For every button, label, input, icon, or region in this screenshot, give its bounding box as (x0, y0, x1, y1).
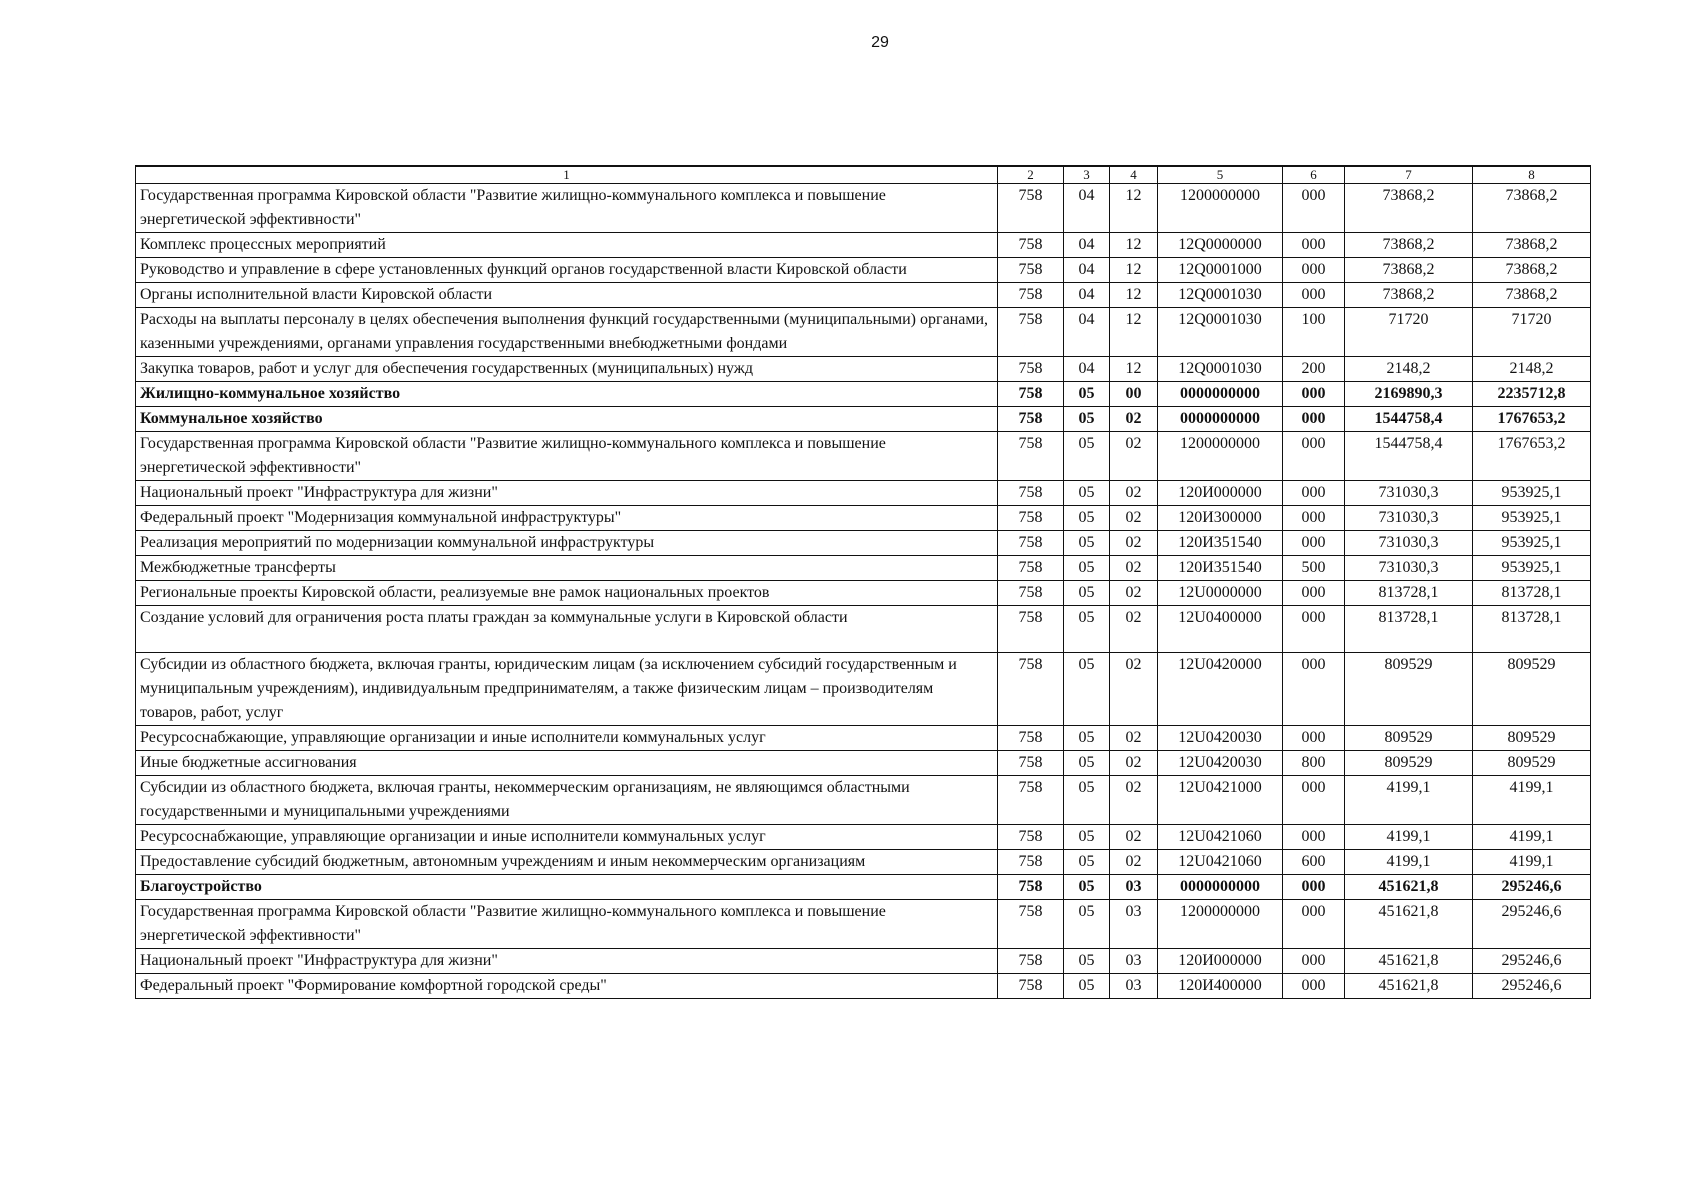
row-name: Национальный проект "Инфраструктура для жизни" (136, 949, 998, 974)
cell-amount-year2: 2148,2 (1473, 357, 1591, 382)
cell-amount-year2: 295246,6 (1473, 900, 1591, 949)
table-row (136, 900, 1591, 949)
table-row (136, 531, 1591, 556)
row-name: Национальный проект "Инфраструктура для жизни" (136, 481, 998, 506)
table-row (136, 581, 1591, 606)
cell-amount-year1: 813728,1 (1345, 581, 1473, 606)
cell-expense-type: 000 (1283, 481, 1345, 506)
cell-expense-type: 000 (1283, 825, 1345, 850)
cell-code: 758 (998, 283, 1064, 308)
cell-code: 758 (998, 751, 1064, 776)
cell-amount-year1: 731030,3 (1345, 481, 1473, 506)
cell-section: 05 (1064, 825, 1110, 850)
cell-section: 05 (1064, 531, 1110, 556)
cell-target-article: 12Q0001030 (1158, 357, 1283, 382)
cell-amount-year1: 2148,2 (1345, 357, 1473, 382)
table-row (136, 850, 1591, 875)
cell-subsection: 00 (1110, 382, 1158, 407)
cell-code: 758 (998, 432, 1064, 481)
cell-amount-year1: 4199,1 (1345, 850, 1473, 875)
cell-target-article: 12U0400000 (1158, 606, 1283, 653)
cell-expense-type: 000 (1283, 531, 1345, 556)
cell-target-article: 12U0421060 (1158, 850, 1283, 875)
cell-amount-year2: 73868,2 (1473, 233, 1591, 258)
cell-target-article: 1200000000 (1158, 432, 1283, 481)
cell-code: 758 (998, 850, 1064, 875)
row-name: Создание условий для ограничения роста платы граждан за коммунальные услуги в Кировской области (136, 606, 998, 653)
table-row (136, 606, 1591, 653)
cell-expense-type: 000 (1283, 382, 1345, 407)
cell-target-article: 12Q0001000 (1158, 258, 1283, 283)
row-name: Жилищно-коммунальное хозяйство (136, 382, 998, 407)
cell-amount-year2: 73868,2 (1473, 258, 1591, 283)
table-row (136, 432, 1591, 481)
table-row (136, 653, 1591, 726)
row-name: Комплекс процессных мероприятий (136, 233, 998, 258)
cell-amount-year2: 295246,6 (1473, 949, 1591, 974)
cell-code: 758 (998, 258, 1064, 283)
cell-expense-type: 000 (1283, 233, 1345, 258)
table-row (136, 357, 1591, 382)
cell-target-article: 120И400000 (1158, 974, 1283, 999)
cell-section: 05 (1064, 726, 1110, 751)
cell-amount-year1: 809529 (1345, 751, 1473, 776)
cell-amount-year2: 953925,1 (1473, 506, 1591, 531)
cell-section: 05 (1064, 850, 1110, 875)
table-row (136, 974, 1591, 999)
cell-expense-type: 500 (1283, 556, 1345, 581)
cell-target-article: 12U0420030 (1158, 751, 1283, 776)
row-name: Предоставление субсидий бюджетным, автономным учреждениям и иным некоммерческим организациям (136, 850, 998, 875)
cell-subsection: 02 (1110, 850, 1158, 875)
cell-expense-type: 000 (1283, 949, 1345, 974)
cell-amount-year2: 953925,1 (1473, 556, 1591, 581)
cell-subsection: 02 (1110, 653, 1158, 726)
cell-subsection: 02 (1110, 531, 1158, 556)
cell-subsection: 03 (1110, 900, 1158, 949)
cell-code: 758 (998, 407, 1064, 432)
row-name: Иные бюджетные ассигнования (136, 751, 998, 776)
cell-section: 05 (1064, 974, 1110, 999)
table-row (136, 949, 1591, 974)
cell-section: 05 (1064, 900, 1110, 949)
cell-target-article: 12U0421000 (1158, 776, 1283, 825)
cell-subsection: 03 (1110, 974, 1158, 999)
cell-subsection: 02 (1110, 432, 1158, 481)
cell-code: 758 (998, 531, 1064, 556)
table-row (136, 481, 1591, 506)
cell-code: 758 (998, 653, 1064, 726)
cell-amount-year2: 295246,6 (1473, 875, 1591, 900)
row-name: Федеральный проект "Модернизация коммунальной инфраструктуры" (136, 506, 998, 531)
cell-expense-type: 000 (1283, 776, 1345, 825)
row-name: Руководство и управление в сфере установленных функций органов государственной власти Кировской области (136, 258, 998, 283)
row-name: Ресурсоснабжающие, управляющие организации и иные исполнители коммунальных услуг (136, 825, 998, 850)
row-name: Федеральный проект "Формирование комфортной городской среды" (136, 974, 998, 999)
cell-code: 758 (998, 184, 1064, 233)
row-name: Благоустройство (136, 875, 998, 900)
cell-expense-type: 000 (1283, 432, 1345, 481)
row-name: Коммунальное хозяйство (136, 407, 998, 432)
cell-amount-year1: 73868,2 (1345, 258, 1473, 283)
cell-section: 04 (1064, 283, 1110, 308)
table-row (136, 751, 1591, 776)
cell-expense-type: 000 (1283, 581, 1345, 606)
cell-expense-type: 000 (1283, 184, 1345, 233)
cell-subsection: 03 (1110, 875, 1158, 900)
cell-target-article: 120И351540 (1158, 531, 1283, 556)
row-name: Субсидии из областного бюджета, включая гранты, юридическим лицам (за исключением субсидий государственным и муниципальным учреждениям), индивидуальным предпринимателям, а также физическим лицам – производителям товаров, работ, услуг (136, 653, 998, 726)
cell-amount-year1: 451621,8 (1345, 875, 1473, 900)
cell-section: 05 (1064, 481, 1110, 506)
row-name: Региональные проекты Кировской области, реализуемые вне рамок национальных проектов (136, 581, 998, 606)
cell-subsection: 02 (1110, 751, 1158, 776)
row-name: Реализация мероприятий по модернизации коммунальной инфраструктуры (136, 531, 998, 556)
cell-subsection: 02 (1110, 506, 1158, 531)
cell-section: 05 (1064, 556, 1110, 581)
cell-code: 758 (998, 382, 1064, 407)
row-name: Государственная программа Кировской области "Развитие жилищно-коммунального комплекса и повышение энергетической эффективности" (136, 900, 998, 949)
cell-expense-type: 000 (1283, 974, 1345, 999)
cell-amount-year2: 73868,2 (1473, 283, 1591, 308)
cell-section: 05 (1064, 407, 1110, 432)
cell-subsection: 12 (1110, 184, 1158, 233)
cell-expense-type: 800 (1283, 751, 1345, 776)
cell-subsection: 02 (1110, 606, 1158, 653)
cell-target-article: 12U0420030 (1158, 726, 1283, 751)
cell-target-article: 0000000000 (1158, 875, 1283, 900)
cell-target-article: 12Q0001030 (1158, 308, 1283, 357)
table-row (136, 233, 1591, 258)
cell-amount-year1: 813728,1 (1345, 606, 1473, 653)
cell-subsection: 02 (1110, 825, 1158, 850)
table-row (136, 825, 1591, 850)
cell-amount-year1: 731030,3 (1345, 556, 1473, 581)
row-name: Государственная программа Кировской области "Развитие жилищно-коммунального комплекса и повышение энергетической эффективности" (136, 432, 998, 481)
cell-expense-type: 000 (1283, 506, 1345, 531)
cell-section: 05 (1064, 751, 1110, 776)
cell-amount-year1: 4199,1 (1345, 776, 1473, 825)
row-name: Органы исполнительной власти Кировской области (136, 283, 998, 308)
cell-code: 758 (998, 556, 1064, 581)
cell-target-article: 0000000000 (1158, 382, 1283, 407)
budget-table (135, 165, 1591, 999)
cell-subsection: 02 (1110, 726, 1158, 751)
cell-code: 758 (998, 233, 1064, 258)
cell-expense-type: 000 (1283, 606, 1345, 653)
cell-amount-year1: 809529 (1345, 653, 1473, 726)
row-name: Государственная программа Кировской области "Развитие жилищно-коммунального комплекса и повышение энергетической эффективности" (136, 184, 998, 233)
cell-expense-type: 000 (1283, 875, 1345, 900)
cell-expense-type: 000 (1283, 900, 1345, 949)
cell-target-article: 12Q0001030 (1158, 283, 1283, 308)
cell-target-article: 12U0421060 (1158, 825, 1283, 850)
column-header: 5 (1158, 166, 1283, 184)
cell-code: 758 (998, 776, 1064, 825)
cell-expense-type: 000 (1283, 653, 1345, 726)
cell-section: 05 (1064, 606, 1110, 653)
row-name: Закупка товаров, работ и услуг для обеспечения государственных (муниципальных) нужд (136, 357, 998, 382)
cell-section: 04 (1064, 258, 1110, 283)
column-header: 7 (1345, 166, 1473, 184)
table-row (136, 407, 1591, 432)
cell-amount-year1: 73868,2 (1345, 184, 1473, 233)
cell-section: 05 (1064, 875, 1110, 900)
cell-amount-year1: 1544758,4 (1345, 407, 1473, 432)
cell-subsection: 02 (1110, 407, 1158, 432)
cell-amount-year2: 809529 (1473, 726, 1591, 751)
cell-target-article: 1200000000 (1158, 900, 1283, 949)
table-row (136, 506, 1591, 531)
cell-amount-year1: 731030,3 (1345, 506, 1473, 531)
cell-section: 05 (1064, 506, 1110, 531)
cell-amount-year1: 1544758,4 (1345, 432, 1473, 481)
cell-amount-year2: 295246,6 (1473, 974, 1591, 999)
cell-section: 05 (1064, 949, 1110, 974)
cell-amount-year1: 4199,1 (1345, 825, 1473, 850)
cell-subsection: 02 (1110, 556, 1158, 581)
cell-target-article: 120И300000 (1158, 506, 1283, 531)
cell-amount-year2: 73868,2 (1473, 184, 1591, 233)
cell-target-article: 1200000000 (1158, 184, 1283, 233)
column-header-row (136, 166, 1591, 184)
table-row (136, 776, 1591, 825)
cell-expense-type: 000 (1283, 283, 1345, 308)
cell-target-article: 120И000000 (1158, 949, 1283, 974)
column-header: 4 (1110, 166, 1158, 184)
cell-section: 05 (1064, 776, 1110, 825)
cell-amount-year2: 953925,1 (1473, 531, 1591, 556)
table-row (136, 308, 1591, 357)
cell-section: 04 (1064, 357, 1110, 382)
column-header: 8 (1473, 166, 1591, 184)
cell-amount-year1: 451621,8 (1345, 974, 1473, 999)
table-row (136, 283, 1591, 308)
cell-amount-year2: 1767653,2 (1473, 432, 1591, 481)
column-header: 1 (136, 166, 998, 184)
cell-amount-year2: 71720 (1473, 308, 1591, 357)
row-name: Ресурсоснабжающие, управляющие организации и иные исполнители коммунальных услуг (136, 726, 998, 751)
row-name: Субсидии из областного бюджета, включая гранты, некоммерческим организациям, не являющимся областными государственными и муниципальными учреждениями (136, 776, 998, 825)
table-row (136, 258, 1591, 283)
cell-target-article: 12U0420000 (1158, 653, 1283, 726)
cell-amount-year1: 451621,8 (1345, 900, 1473, 949)
cell-subsection: 12 (1110, 283, 1158, 308)
cell-code: 758 (998, 900, 1064, 949)
cell-amount-year1: 73868,2 (1345, 233, 1473, 258)
cell-amount-year2: 813728,1 (1473, 606, 1591, 653)
cell-section: 05 (1064, 432, 1110, 481)
cell-amount-year1: 73868,2 (1345, 283, 1473, 308)
cell-section: 05 (1064, 382, 1110, 407)
cell-subsection: 12 (1110, 233, 1158, 258)
cell-expense-type: 000 (1283, 258, 1345, 283)
cell-code: 758 (998, 726, 1064, 751)
cell-amount-year1: 2169890,3 (1345, 382, 1473, 407)
cell-subsection: 02 (1110, 481, 1158, 506)
table-row (136, 726, 1591, 751)
cell-code: 758 (998, 506, 1064, 531)
cell-amount-year2: 4199,1 (1473, 850, 1591, 875)
table-row (136, 382, 1591, 407)
cell-target-article: 0000000000 (1158, 407, 1283, 432)
cell-code: 758 (998, 825, 1064, 850)
cell-amount-year1: 731030,3 (1345, 531, 1473, 556)
cell-target-article: 120И000000 (1158, 481, 1283, 506)
table-row (136, 184, 1591, 233)
cell-amount-year1: 451621,8 (1345, 949, 1473, 974)
cell-subsection: 12 (1110, 308, 1158, 357)
cell-target-article: 120И351540 (1158, 556, 1283, 581)
cell-expense-type: 000 (1283, 726, 1345, 751)
row-name: Межбюджетные трансферты (136, 556, 998, 581)
page-number: 29 (871, 34, 889, 51)
cell-section: 04 (1064, 308, 1110, 357)
cell-target-article: 12U0000000 (1158, 581, 1283, 606)
cell-amount-year2: 809529 (1473, 751, 1591, 776)
cell-section: 05 (1064, 653, 1110, 726)
cell-subsection: 12 (1110, 357, 1158, 382)
cell-code: 758 (998, 974, 1064, 999)
cell-code: 758 (998, 606, 1064, 653)
cell-code: 758 (998, 875, 1064, 900)
cell-expense-type: 100 (1283, 308, 1345, 357)
cell-amount-year2: 809529 (1473, 653, 1591, 726)
table-row (136, 556, 1591, 581)
cell-code: 758 (998, 581, 1064, 606)
cell-amount-year2: 813728,1 (1473, 581, 1591, 606)
table-row (136, 875, 1591, 900)
cell-expense-type: 600 (1283, 850, 1345, 875)
cell-amount-year2: 1767653,2 (1473, 407, 1591, 432)
cell-code: 758 (998, 357, 1064, 382)
cell-section: 05 (1064, 581, 1110, 606)
table-body (136, 184, 1591, 999)
row-name: Расходы на выплаты персоналу в целях обеспечения выполнения функций государственными (муниципальными) органами, казенными учреждениями, органами управления государственными внебюджетными фондами (136, 308, 998, 357)
cell-subsection: 02 (1110, 776, 1158, 825)
column-header: 2 (998, 166, 1064, 184)
cell-code: 758 (998, 949, 1064, 974)
cell-subsection: 02 (1110, 581, 1158, 606)
column-header: 3 (1064, 166, 1110, 184)
column-header: 6 (1283, 166, 1345, 184)
cell-target-article: 12Q0000000 (1158, 233, 1283, 258)
cell-amount-year1: 809529 (1345, 726, 1473, 751)
cell-amount-year1: 71720 (1345, 308, 1473, 357)
cell-subsection: 03 (1110, 949, 1158, 974)
cell-amount-year2: 4199,1 (1473, 776, 1591, 825)
cell-expense-type: 200 (1283, 357, 1345, 382)
cell-section: 04 (1064, 184, 1110, 233)
cell-section: 04 (1064, 233, 1110, 258)
cell-expense-type: 000 (1283, 407, 1345, 432)
cell-amount-year2: 2235712,8 (1473, 382, 1591, 407)
cell-subsection: 12 (1110, 258, 1158, 283)
cell-code: 758 (998, 481, 1064, 506)
cell-amount-year2: 953925,1 (1473, 481, 1591, 506)
cell-amount-year2: 4199,1 (1473, 825, 1591, 850)
cell-code: 758 (998, 308, 1064, 357)
